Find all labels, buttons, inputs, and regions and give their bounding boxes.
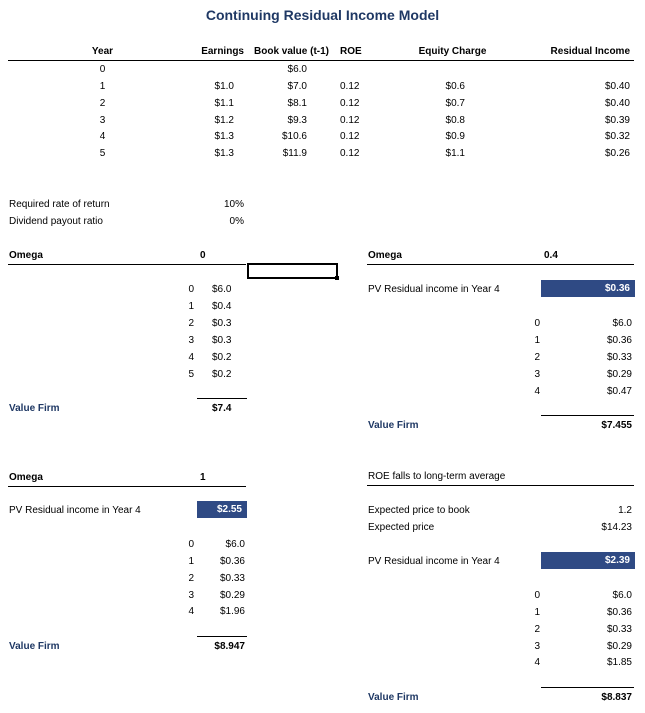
- omega1-row-value[interactable]: $1.96: [219, 606, 245, 617]
- roe-avg-row-value[interactable]: $0.36: [606, 607, 632, 618]
- omega0-row-value[interactable]: $0.2: [212, 352, 232, 363]
- table-cell-roe[interactable]: 0.12: [340, 148, 360, 159]
- omega1-pv-value[interactable]: $2.55: [197, 501, 247, 518]
- omega0-firm-value[interactable]: $7.4: [212, 403, 232, 414]
- table-cell-earnings[interactable]: $1.3: [214, 131, 234, 142]
- ptb-label[interactable]: Expected price to book: [368, 505, 470, 516]
- omega0-index[interactable]: 1: [188, 301, 194, 312]
- table-cell-roe[interactable]: 0.12: [340, 131, 360, 142]
- roe-avg-row-value[interactable]: $6.0: [612, 590, 632, 601]
- omega1-index[interactable]: 4: [188, 606, 194, 617]
- header-rule: [8, 60, 634, 61]
- payout-value[interactable]: 0%: [229, 216, 244, 227]
- omega04-label[interactable]: Omega: [368, 250, 402, 261]
- omega04-row-value[interactable]: $0.29: [606, 369, 632, 380]
- omega04-index[interactable]: 4: [534, 386, 540, 397]
- table-cell-earnings[interactable]: $1.2: [214, 115, 234, 126]
- table-cell-year[interactable]: 5: [99, 148, 106, 159]
- roe-avg-index[interactable]: 0: [534, 590, 540, 601]
- omega1-pv-label[interactable]: PV Residual income in Year 4: [9, 505, 141, 516]
- roe-avg-firm-value[interactable]: $8.837: [601, 692, 632, 703]
- roe-avg-total-rule: [541, 687, 634, 688]
- roe-avg-row-value[interactable]: $0.29: [606, 641, 632, 652]
- omega1-index[interactable]: 1: [188, 556, 194, 567]
- omega04-index[interactable]: 0: [534, 318, 540, 329]
- roe-avg-pv-label[interactable]: PV Residual income in Year 4: [368, 556, 500, 567]
- table-cell-roe[interactable]: 0.12: [340, 81, 360, 92]
- omega0-row-value[interactable]: $0.4: [212, 301, 232, 312]
- header-book-value[interactable]: Book value (t-1): [254, 46, 330, 57]
- table-cell-year[interactable]: 2: [99, 98, 106, 109]
- table-cell-year[interactable]: 0: [99, 64, 106, 75]
- omega0-index[interactable]: 5: [188, 369, 194, 380]
- table-cell-equity[interactable]: $0.6: [445, 81, 465, 92]
- omega04-rule: [367, 264, 634, 265]
- omega04-total-rule: [541, 415, 634, 416]
- omega04-index[interactable]: 2: [534, 352, 540, 363]
- omega1-row-value[interactable]: $6.0: [225, 539, 245, 550]
- table-cell-book[interactable]: $6.0: [287, 64, 307, 75]
- omega1-firm-value[interactable]: $8.947: [214, 641, 245, 652]
- table-cell-book[interactable]: $11.9: [282, 148, 307, 159]
- roe-avg-label[interactable]: ROE falls to long-term average: [368, 471, 506, 482]
- table-cell-ri[interactable]: $0.39: [604, 115, 630, 126]
- omega1-row-value[interactable]: $0.33: [219, 573, 245, 584]
- omega04-pv-value[interactable]: $0.36: [541, 280, 635, 297]
- omega0-label[interactable]: Omega: [9, 250, 43, 261]
- roe-avg-value-firm-label[interactable]: Value Firm: [368, 692, 419, 703]
- omega04-row-value[interactable]: $6.0: [612, 318, 632, 329]
- table-cell-book[interactable]: $9.3: [287, 115, 307, 126]
- omega1-index[interactable]: 2: [188, 573, 194, 584]
- omega0-value-firm-label[interactable]: Value Firm: [9, 403, 60, 414]
- omega0-row-value[interactable]: $0.2: [212, 369, 232, 380]
- omega1-value[interactable]: 1: [200, 472, 206, 483]
- omega04-value-firm-label[interactable]: Value Firm: [368, 420, 419, 431]
- omega0-index[interactable]: 3: [188, 335, 194, 346]
- header-year[interactable]: Year: [91, 46, 114, 57]
- payout-label[interactable]: Dividend payout ratio: [9, 216, 103, 227]
- table-cell-earnings[interactable]: $1.0: [214, 81, 234, 92]
- selected-cell[interactable]: [247, 263, 338, 279]
- omega04-row-value[interactable]: $0.36: [606, 335, 632, 346]
- table-cell-ri[interactable]: $0.26: [604, 148, 630, 159]
- omega1-rule: [8, 486, 246, 487]
- expected-price-value[interactable]: $14.23: [601, 522, 632, 533]
- omega1-value-firm-label[interactable]: Value Firm: [9, 641, 60, 652]
- table-cell-year[interactable]: 3: [99, 115, 106, 126]
- omega1-row-value[interactable]: $0.36: [219, 556, 245, 567]
- roe-avg-row-value[interactable]: $0.33: [606, 624, 632, 635]
- omega1-total-rule: [197, 636, 247, 637]
- omega04-firm-value[interactable]: $7.455: [601, 420, 632, 431]
- roe-avg-index[interactable]: 2: [534, 624, 540, 635]
- omega0-row-value[interactable]: $6.0: [212, 284, 232, 295]
- omega1-label[interactable]: Omega: [9, 472, 43, 483]
- omega04-value[interactable]: 0.4: [544, 250, 558, 261]
- roe-avg-index[interactable]: 1: [534, 607, 540, 618]
- rrr-label[interactable]: Required rate of return: [9, 199, 110, 210]
- table-cell-ri[interactable]: $0.40: [604, 98, 630, 109]
- omega1-index[interactable]: 3: [188, 590, 194, 601]
- rrr-value[interactable]: 10%: [223, 199, 244, 210]
- ptb-value[interactable]: 1.2: [618, 505, 632, 516]
- page-title: Continuing Residual Income Model: [205, 7, 440, 23]
- header-equity-charge[interactable]: Equity Charge: [418, 46, 487, 57]
- table-cell-earnings[interactable]: $1.3: [214, 148, 234, 159]
- omega0-rule: [8, 264, 246, 265]
- table-cell-earnings[interactable]: $1.1: [214, 98, 234, 109]
- header-earnings[interactable]: Earnings: [201, 46, 244, 57]
- table-cell-ri[interactable]: $0.40: [604, 81, 630, 92]
- roe-avg-row-value[interactable]: $1.85: [606, 657, 632, 668]
- omega0-total-rule: [197, 398, 247, 399]
- omega0-index[interactable]: 0: [188, 284, 194, 295]
- table-cell-equity[interactable]: $0.9: [445, 131, 465, 142]
- table-cell-ri[interactable]: $0.32: [604, 131, 630, 142]
- table-cell-roe[interactable]: 0.12: [340, 115, 360, 126]
- omega04-index[interactable]: 1: [534, 335, 540, 346]
- table-cell-book[interactable]: $8.1: [287, 98, 307, 109]
- table-cell-year[interactable]: 4: [99, 131, 106, 142]
- omega0-row-value[interactable]: $0.3: [212, 335, 232, 346]
- roe-avg-index[interactable]: 3: [534, 641, 540, 652]
- header-residual-income[interactable]: Residual Income: [550, 46, 630, 57]
- omega04-row-value[interactable]: $0.47: [606, 386, 632, 397]
- omega04-pv-label[interactable]: PV Residual income in Year 4: [368, 284, 500, 295]
- omega1-index[interactable]: 0: [188, 539, 194, 550]
- omega0-row-value[interactable]: $0.3: [212, 318, 232, 329]
- omega0-index[interactable]: 2: [188, 318, 194, 329]
- table-cell-roe[interactable]: 0.12: [340, 98, 360, 109]
- table-cell-year[interactable]: 1: [99, 81, 106, 92]
- expected-price-label[interactable]: Expected price: [368, 522, 435, 533]
- omega04-index[interactable]: 3: [534, 369, 540, 380]
- omega0-index[interactable]: 4: [188, 352, 194, 363]
- roe-avg-pv-value[interactable]: $2.39: [541, 552, 635, 569]
- table-cell-equity[interactable]: $0.7: [445, 98, 465, 109]
- roe-avg-index[interactable]: 4: [534, 657, 540, 668]
- omega1-row-value[interactable]: $0.29: [219, 590, 245, 601]
- omega04-row-value[interactable]: $0.33: [606, 352, 632, 363]
- roe-avg-rule: [367, 485, 634, 486]
- table-cell-book[interactable]: $7.0: [287, 81, 307, 92]
- omega0-value[interactable]: 0: [200, 250, 206, 261]
- header-roe[interactable]: ROE: [340, 46, 362, 57]
- table-cell-equity[interactable]: $0.8: [445, 115, 465, 126]
- table-cell-book[interactable]: $10.6: [281, 131, 307, 142]
- table-cell-equity[interactable]: $1.1: [445, 148, 465, 159]
